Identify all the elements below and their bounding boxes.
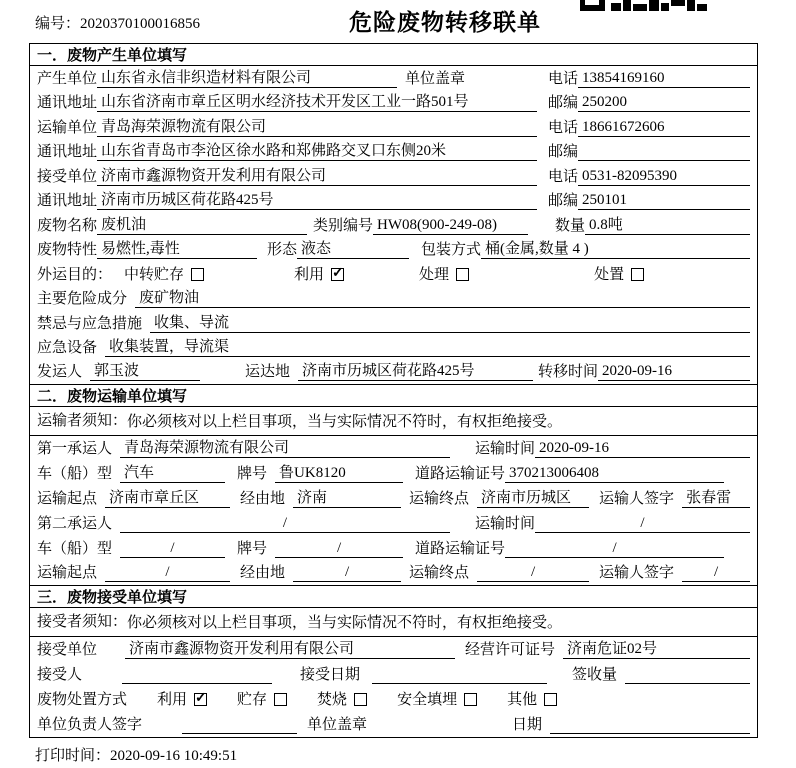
route2-end-value: /	[477, 563, 589, 582]
row-transfer-purpose	[30, 262, 757, 287]
shipper-value: 郭玉波	[90, 362, 200, 381]
checkbox-reuse-icon	[331, 268, 344, 281]
route2-start-value: /	[105, 563, 230, 582]
checkbox-storage-icon	[191, 268, 204, 281]
accept-date-label: 接受日期	[300, 666, 361, 683]
route1-start-value: 济南市章丘区	[105, 489, 230, 508]
row-waste-property	[30, 238, 757, 263]
receiver-value: 济南市鑫源物资开发利用有限公司	[97, 167, 537, 186]
vehicle-type2-value: /	[120, 539, 225, 558]
transport-time1-label: 运输时间	[474, 440, 535, 457]
license-value: 济南危证02号	[563, 640, 750, 659]
producer-address-value: 山东省济南市章丘区明水经济技术开发区工业一路501号	[97, 93, 537, 112]
receiver-notice-label: 接受者须知：	[37, 613, 128, 630]
transport-time2-label: 运输时间	[474, 515, 535, 532]
manifest-form	[29, 43, 758, 738]
doc-number-label: 编号：	[35, 16, 81, 32]
shipper-label: 发运人	[37, 363, 83, 380]
receiver-zip-label: 邮编	[547, 193, 578, 209]
waste-quantity-value: 0.8吨	[585, 216, 750, 235]
transport-time1-value: 2020-09-16	[535, 439, 750, 458]
row-vehicle-1	[30, 461, 757, 486]
route2-sign-value: /	[682, 563, 750, 582]
accept-unit-value: 济南市鑫源物资开发利用有限公司	[125, 640, 455, 659]
received-qty-label: 签收量	[571, 666, 617, 683]
waste-category-value: HW08(900-249-08)	[373, 216, 528, 235]
route1-via-label: 经由地	[240, 490, 286, 507]
producer-zip-value: 250200	[578, 93, 750, 112]
row-receive-address	[30, 189, 757, 214]
checkbox-disposal-incineration-icon	[354, 693, 367, 706]
row-transport-unit	[30, 115, 757, 140]
producer-address-label: 通讯地址	[37, 95, 98, 111]
purpose-label: 外运目的：	[37, 266, 113, 283]
waste-category-label: 类别编号	[313, 217, 374, 234]
route2-sign-label: 运输人签字	[599, 564, 675, 581]
route1-end-label: 运输终点	[409, 490, 470, 507]
route2-via-value: /	[293, 563, 401, 582]
row-disposal-method	[30, 687, 757, 712]
row-hazard-component	[30, 287, 757, 312]
transport-time2-value: /	[535, 514, 750, 533]
print-time-value: 2020-09-16 10:49:51	[110, 748, 238, 764]
section2-heading: 二．废物运输单位填写	[30, 385, 757, 407]
waste-quantity-label: 数量	[554, 217, 585, 234]
hazard-value: 废矿物油	[135, 289, 750, 308]
packing-value: 桶(金属,数量 4 )	[481, 240, 750, 259]
first-carrier-label: 第一承运人	[37, 440, 113, 457]
route1-sign-label: 运输人签字	[599, 490, 675, 507]
doc-number-value: 2020370100016856	[80, 16, 201, 32]
permit2-value: /	[505, 539, 724, 558]
transporter-label: 运输单位	[37, 119, 98, 136]
vehicle-type1-label: 车（船）型	[37, 465, 113, 482]
emergency-equipment-label: 应急设备	[37, 340, 98, 356]
emergency-measures-value: 收集、导流	[150, 314, 750, 333]
disposal-option-storage-label: 贮存	[237, 691, 268, 708]
unit-seal-label: 单位盖章	[307, 716, 368, 733]
acceptor-label: 接受人	[37, 666, 83, 683]
row-accept-unit	[30, 637, 757, 662]
producer-phone-value: 13854169160	[578, 69, 750, 88]
receiver-address-value: 济南市历城区荷花路425号	[97, 191, 537, 210]
permit1-label: 道路运输证号	[415, 465, 506, 482]
row-vehicle-2	[30, 536, 757, 561]
row-waste-name	[30, 213, 757, 238]
plate2-label: 牌号	[237, 540, 268, 557]
checkbox-disposal-other-icon	[544, 693, 557, 706]
row-receiver-notice	[30, 608, 757, 637]
row-producer	[30, 66, 757, 91]
license-label: 经营许可证号	[465, 641, 556, 658]
disposal-option-incineration	[317, 691, 367, 709]
transfer-time-value: 2020-09-16	[598, 362, 750, 381]
route2-via-label: 经由地	[240, 564, 286, 581]
purpose-option-reuse	[294, 266, 344, 284]
document-header	[0, 0, 796, 43]
row-receive-unit	[30, 164, 757, 189]
sign-date-value	[550, 716, 750, 734]
waste-form-label: 形态	[267, 242, 298, 258]
receiver-label: 接受单位	[37, 168, 98, 185]
emergency-equipment-value: 收集装置，导流渠	[105, 338, 750, 357]
emergency-measures-label: 禁忌与应急措施	[37, 315, 143, 332]
disposal-option-other-label: 其他	[507, 691, 538, 708]
route1-end-value: 济南市历城区	[477, 489, 589, 508]
producer-value: 山东省永信非织造材料有限公司	[97, 69, 397, 88]
transporter-notice-label: 运输者须知：	[37, 412, 128, 429]
checkbox-disposal-reuse-icon	[194, 693, 207, 706]
receiver-phone-label: 电话	[547, 168, 578, 185]
route1-via-value: 济南	[293, 489, 401, 508]
acceptor-value	[122, 666, 272, 684]
vehicle-type1-value: 汽车	[120, 464, 225, 483]
receiver-notice-text: 你必须核对以上栏目事项，当与实际情况不符时，有权拒绝接受。	[127, 615, 563, 631]
disposal-option-landfill-label: 安全填埋	[397, 691, 458, 708]
waste-name-value: 废机油	[97, 216, 307, 235]
producer-zip-label: 邮编	[547, 95, 578, 111]
disposal-option-incineration-label: 焚烧	[317, 691, 348, 708]
transporter-value: 青岛海荣源物流有限公司	[97, 118, 537, 137]
row-responsible-sign	[30, 712, 757, 737]
accept-unit-label: 接受单位	[37, 641, 98, 658]
transporter-phone-value: 18661672606	[578, 118, 750, 137]
producer-label: 产生单位	[37, 70, 98, 87]
purpose-option-disposal	[594, 266, 644, 284]
route2-end-label: 运输终点	[409, 564, 470, 581]
print-time	[35, 744, 237, 765]
waste-form-value: 液态	[297, 240, 409, 259]
disposal-option-storage	[237, 691, 287, 709]
row-producer-address	[30, 91, 757, 116]
transporter-address-value: 山东省青岛市李沧区徐水路和郑佛路交叉口东侧20米	[97, 142, 537, 161]
transporter-zip-label: 邮编	[547, 144, 578, 160]
accept-date-value	[372, 666, 547, 684]
disposal-option-reuse	[157, 691, 207, 709]
transporter-phone-label: 电话	[547, 119, 578, 136]
receiver-zip-value: 250101	[578, 191, 750, 210]
row-shipper	[30, 360, 757, 385]
packing-label: 包装方式	[421, 242, 482, 258]
checkbox-treatment-icon	[456, 268, 469, 281]
row-first-carrier	[30, 436, 757, 461]
transporter-notice-text: 你必须核对以上栏目事项，当与实际情况不符时，有权拒绝接受。	[127, 414, 563, 430]
row-emergency-equipment	[30, 336, 757, 361]
first-carrier-value: 青岛海荣源物流有限公司	[120, 439, 450, 458]
row-route-2	[30, 561, 757, 586]
waste-property-value: 易燃性,毒性	[97, 240, 257, 259]
destination-label: 运达地	[245, 363, 291, 380]
qr-code-partial-icon	[580, 0, 710, 12]
transporter-address-label: 通讯地址	[37, 144, 98, 160]
permit1-value: 370213006408	[505, 464, 724, 483]
purpose-option-treatment-label: 处理	[419, 266, 450, 283]
destination-value: 济南市历城区荷花路425号	[298, 362, 533, 381]
producer-phone-label: 电话	[547, 70, 578, 87]
purpose-option-treatment	[419, 266, 469, 284]
checkbox-disposal-landfill-icon	[464, 693, 477, 706]
print-time-label: 打印时间：	[35, 748, 111, 764]
section3-heading: 三．废物接受单位填写	[30, 586, 757, 608]
disposal-option-reuse-label: 利用	[157, 691, 188, 708]
waste-property-label: 废物特性	[37, 242, 98, 258]
purpose-option-reuse-label: 利用	[294, 266, 325, 283]
sign-date-label: 日期	[511, 716, 542, 733]
row-transport-address	[30, 140, 757, 165]
checkbox-disposal-storage-icon	[274, 693, 287, 706]
section1-heading: 一．废物产生单位填写	[30, 44, 757, 66]
row-route-1	[30, 486, 757, 511]
plate1-label: 牌号	[237, 465, 268, 482]
checkbox-disposal-icon	[631, 268, 644, 281]
disposal-method-label: 废物处置方式	[37, 691, 128, 708]
route1-sign-value: 张春雷	[682, 489, 750, 508]
disposal-option-other	[507, 691, 557, 709]
second-carrier-value: /	[120, 514, 450, 533]
disposal-option-landfill	[397, 691, 477, 709]
vehicle-type2-label: 车（船）型	[37, 540, 113, 557]
plate2-value: /	[275, 539, 403, 558]
purpose-option-disposal-label: 处置	[594, 266, 625, 283]
transporter-zip-value	[578, 143, 750, 161]
row-transporter-notice	[30, 407, 757, 436]
waste-name-label: 废物名称	[37, 217, 98, 234]
seal-label: 单位盖章	[405, 70, 466, 87]
receiver-phone-value: 0531-82095390	[578, 167, 750, 186]
responsible-sign-value	[182, 716, 297, 734]
purpose-option-storage-label: 中转贮存	[124, 266, 185, 283]
second-carrier-label: 第二承运人	[37, 515, 113, 532]
receiver-address-label: 通讯地址	[37, 193, 98, 209]
plate1-value: 鲁UK8120	[275, 464, 403, 483]
hazard-label: 主要危险成分	[37, 291, 128, 307]
row-second-carrier	[30, 511, 757, 536]
doc-number	[35, 12, 200, 33]
page-title: 危险废物转移联单	[349, 10, 541, 35]
row-acceptor	[30, 662, 757, 687]
received-qty-value	[625, 666, 750, 684]
transfer-time-label: 转移时间	[537, 363, 598, 380]
route2-start-label: 运输起点	[37, 564, 98, 581]
route1-start-label: 运输起点	[37, 490, 98, 507]
purpose-option-storage	[124, 266, 204, 284]
responsible-sign-label: 单位负责人签字	[37, 716, 143, 733]
permit2-label: 道路运输证号	[415, 540, 506, 557]
row-emergency-measures	[30, 311, 757, 336]
